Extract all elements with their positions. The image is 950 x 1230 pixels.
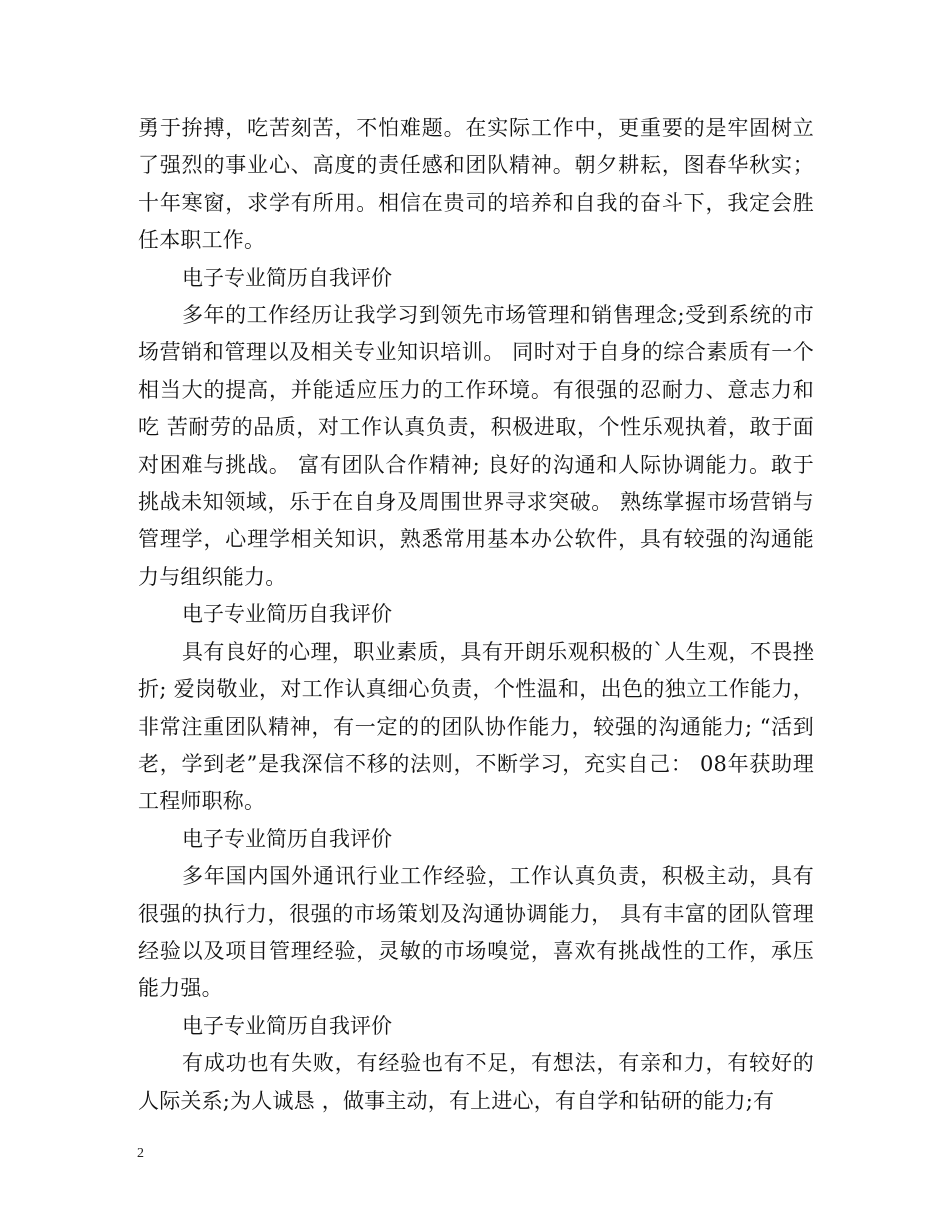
intro-paragraph: 勇于拚搏，吃苦刻苦，不怕难题。在实际工作中，更重要的是牢固树立了强烈的事业心、高度的责任感和团队精神。朝夕耕耘，图春华秋实；十年寒窗，求学有所用。相信在贵司的培养和自我的奋斗下，我定会胜任本职工作。 <box>138 116 814 253</box>
section-paragraph: 具有良好的心理，职业素质，具有开朗乐观积极的`人生观，不畏挫折; 爱岗敬业，对工作认真细心负责，个性温和，出色的独立工作能力， 非常注重团队精神，有一定的的团队协作能力，较强的沟通能力; “活到老，学到老”是我深信不移的法则，不断学习，充实自己： 08年获助理工程师职称。 <box>138 639 814 814</box>
section-heading: 电子专业简历自我评价 <box>182 826 392 851</box>
section-heading: 电子专业简历自我评价 <box>182 1013 392 1038</box>
section-paragraph: 多年国内国外通讯行业工作经验，工作认真负责，积极主动，具有很强的执行力，很强的市场策划及沟通协调能力， 具有丰富的团队管理经验以及项目管理经验，灵敏的市场嗅觉，喜欢有挑战性的工作，承压能力强。 <box>138 864 814 1001</box>
section-heading: 电子专业简历自我评价 <box>182 602 392 627</box>
section-heading: 电子专业简历自我评价 <box>182 265 392 290</box>
document-body <box>138 110 814 1120</box>
section-paragraph: 多年的工作经历让我学习到领先市场管理和销售理念;受到系统的市场营销和管理以及相关专业知识培训。 同时对于自身的综合素质有一个相当大的提高，并能适应压力的工作环境。有很强的忍耐力、意志力和吃 苦耐劳的品质，对工作认真负责，积极进取，个性乐观执着，敢于面对困难与挑战。 富有团队合作精神; 良好的沟通和人际协调能力。敢于挑战未知领域，乐于在自身及周围世界寻求突破。 熟练掌握市场营销与 管理学，心理学相关知识，熟悉常用基本办公软件，具有较强的沟通能力与组织能力。 <box>138 303 814 589</box>
page-number: 2 <box>137 1146 144 1161</box>
section-paragraph: 有成功也有失败，有经验也有不足，有想法，有亲和力，有较好的人际关系;为人诚恳 ，做事主动，有上进心，有自学和钻研的能力;有 <box>138 1051 814 1113</box>
